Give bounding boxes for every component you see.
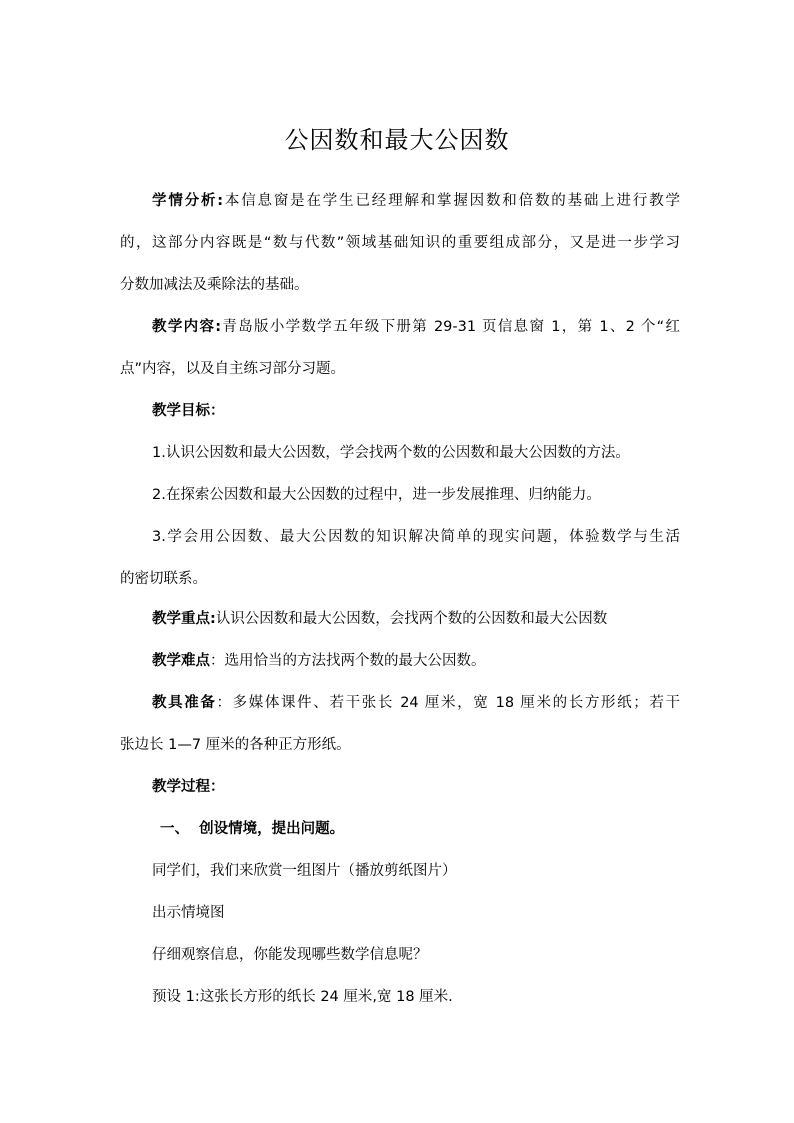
goal-item-3-line-1: 3.学会用公因数、最大公因数的知识解决简单的现实问题，体验数学与生活 bbox=[152, 529, 680, 545]
goal-item-3-line-2: 的密切联系。 bbox=[120, 571, 207, 587]
process-paragraph-2: 出示情境图 bbox=[152, 905, 225, 921]
materials-label: 教具准备 bbox=[152, 695, 217, 711]
materials-line-1 bbox=[152, 692, 680, 714]
analysis-line-1 bbox=[152, 190, 680, 212]
process-paragraph-3: 仔细观察信息，你能发现哪些数学信息呢？ bbox=[152, 947, 428, 963]
difficulty-line bbox=[152, 650, 680, 672]
document-title: 公因数和最大公因数 bbox=[284, 126, 510, 154]
process-paragraph-1: 同学们，我们来欣赏一组图片（播放剪纸图片） bbox=[152, 863, 457, 879]
content-label: 教学内容: bbox=[152, 319, 222, 335]
analysis-line-2: 的，这部分内容既是“数与代数”领域基础知识的重要组成部分，又是进一步学习 bbox=[120, 235, 680, 251]
content-text-1: 青岛版小学数学五年级下册第 29-31 页信息窗 1，第 1、2 个“红 bbox=[221, 319, 680, 335]
section-1-heading: 一、 创设情境，提出问题。 bbox=[160, 821, 345, 837]
process-paragraph-4: 预设 1:这张长方形的纸长 24 厘米,宽 18 厘米. bbox=[152, 989, 453, 1005]
analysis-line-3: 分数加减法及乘除法的基础。 bbox=[120, 277, 309, 293]
analysis-text-1: 本信息窗是在学生已经理解和掌握因数和倍数的基础上进行教学 bbox=[223, 193, 680, 209]
materials-text-1: ：多媒体课件、若干张长 24 厘米，宽 18 厘米的长方形纸；若干 bbox=[216, 695, 681, 711]
key-point-text: 认识公因数和最大公因数，会找两个数的公因数和最大公因数 bbox=[215, 611, 608, 627]
difficulty-label: 教学难点 bbox=[152, 653, 210, 669]
materials-line-2: 张边长 1—7 厘米的各种正方形纸。 bbox=[120, 737, 351, 753]
difficulty-text: ：选用恰当的方法找两个数的最大公因数。 bbox=[210, 653, 486, 669]
content-line-1 bbox=[152, 316, 680, 338]
goals-label: 教学目标： bbox=[152, 403, 225, 419]
analysis-label: 学情分析: bbox=[152, 193, 224, 209]
goal-item-1: 1.认识公因数和最大公因数，学会找两个数的公因数和最大公因数的方法。 bbox=[152, 445, 630, 461]
content-line-2: 点”内容，以及自主练习部分习题。 bbox=[120, 361, 346, 377]
key-point-label: 教学重点: bbox=[152, 611, 216, 627]
goal-item-2: 2.在探索公因数和最大公因数的过程中，进一步发展推理、归纳能力。 bbox=[152, 487, 601, 503]
key-point-line bbox=[152, 608, 680, 630]
process-label: 教学过程： bbox=[152, 779, 225, 795]
